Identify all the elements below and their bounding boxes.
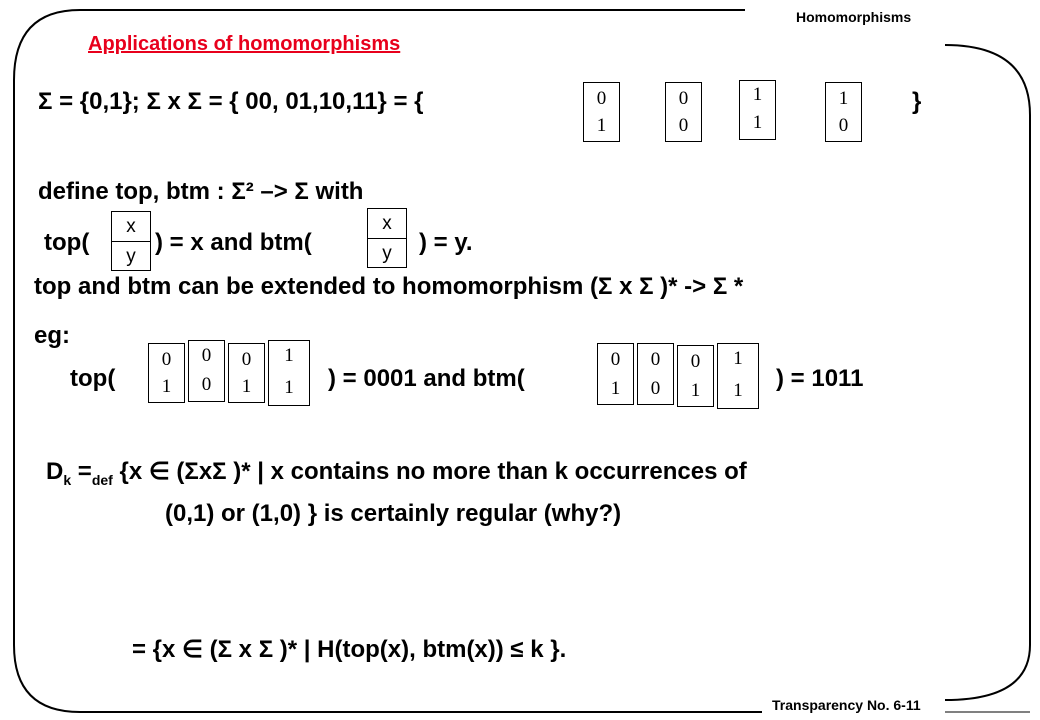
dk-set-description: {x ∈ (ΣxΣ )* | x contains no more than k occurrences of <box>112 458 747 485</box>
example-left-pair-2 <box>188 340 225 402</box>
pair-bottom-digit: 0 <box>201 374 212 395</box>
dk-symbol: D <box>46 458 64 485</box>
example-btm-part3: ) = 1011 <box>776 365 864 392</box>
pair-top-digit: 0 <box>241 349 252 370</box>
example-top-part1: top( <box>70 365 116 392</box>
pair-top-digit: 1 <box>752 84 763 105</box>
pair-top-digit: 0 <box>201 345 212 366</box>
pair-box-10 <box>825 82 862 142</box>
pair-top-digit: 1 <box>284 345 294 366</box>
example-left-pair-1 <box>148 343 185 403</box>
example-left-pair-4 <box>268 340 310 406</box>
pair-bottom-digit: 1 <box>610 378 621 399</box>
pair-bottom-digit: 0 <box>678 115 689 136</box>
pair-top-digit: 0 <box>596 88 607 109</box>
sigma-definition-close-brace: } <box>912 88 922 115</box>
pair-bottom-digit: 1 <box>284 377 294 398</box>
pair-top-digit: 1 <box>838 88 849 109</box>
pair-top-digit: 0 <box>610 349 621 370</box>
pair-box-01 <box>583 82 620 142</box>
pair-bottom-digit: 1 <box>733 380 743 401</box>
top-btm-definition-part3: ) = y. <box>419 229 473 256</box>
pair-bottom-digit: 1 <box>752 112 763 133</box>
var-pair-box-top <box>111 211 151 271</box>
pair-top-digit: 0 <box>690 351 701 372</box>
pair-box-00 <box>665 82 702 142</box>
top-btm-definition-part1: top( <box>44 229 90 256</box>
example-top-part2: ) = 0001 and btm( <box>328 365 525 392</box>
sigma-definition-line: Σ = {0,1}; Σ x Σ = { 00, 01,10,11} = { <box>38 88 424 115</box>
var-top-letter: x <box>382 213 392 234</box>
homomorphism-extension-line: top and btm can be extended to homomorphism (Σ x Σ )* -> Σ * <box>34 273 744 300</box>
def-subscript: def <box>91 471 113 488</box>
hamming-distance-line: = {x ∈ (Σ x Σ )* | H(top(x), btm(x)) ≤ k }. <box>132 636 567 663</box>
var-bottom-letter: y <box>382 243 392 264</box>
regularity-claim-line: (0,1) or (1,0) } is certainly regular (why?) <box>165 500 622 527</box>
pair-bottom-digit: 1 <box>596 115 607 136</box>
example-left-pair-3 <box>228 343 265 403</box>
pair-top-digit: 0 <box>650 349 661 370</box>
pair-bottom-digit: 1 <box>241 376 252 397</box>
example-label: eg: <box>34 322 70 349</box>
pair-box-11 <box>739 80 776 140</box>
example-right-pair-4 <box>717 343 759 409</box>
example-right-pair-3 <box>677 345 714 407</box>
pair-bottom-digit: 0 <box>650 378 661 399</box>
var-top-letter: x <box>126 216 136 237</box>
var-bottom-letter: y <box>126 246 136 267</box>
dk-equals: = <box>71 458 92 485</box>
example-right-pair-2 <box>637 343 674 405</box>
footer-transparency-number: Transparency No. 6-11 <box>772 697 921 713</box>
pair-bottom-digit: 1 <box>690 380 701 401</box>
slide-title: Applications of homomorphisms <box>88 33 401 55</box>
top-btm-definition-part2: ) = x and btm( <box>155 229 312 256</box>
pair-bottom-digit: 0 <box>838 115 849 136</box>
define-top-btm-line: define top, btm : Σ² –> Σ with <box>38 178 364 205</box>
pair-top-digit: 1 <box>733 348 743 369</box>
var-pair-box-btm <box>367 208 407 268</box>
pair-top-digit: 0 <box>161 349 172 370</box>
pair-top-digit: 0 <box>678 88 689 109</box>
pair-bottom-digit: 1 <box>161 376 172 397</box>
example-right-pair-1 <box>597 343 634 405</box>
dk-subscript: k <box>63 471 72 488</box>
dk-definition-line <box>46 457 747 488</box>
header-title: Homomorphisms <box>796 9 912 25</box>
